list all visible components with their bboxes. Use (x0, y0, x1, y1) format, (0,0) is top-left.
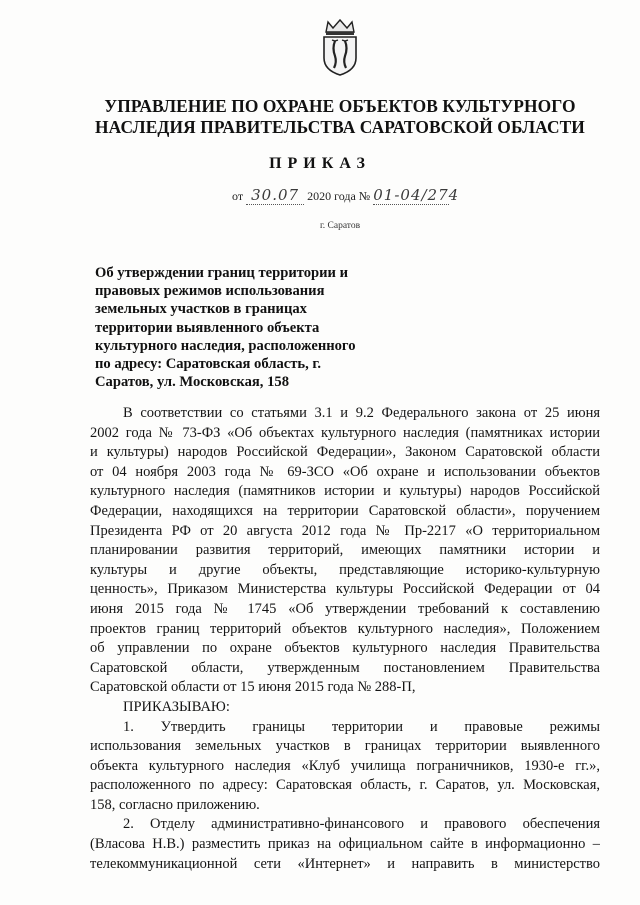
subject-line: Об утверждении границ территории и (95, 265, 349, 281)
org-line-1: УПРАВЛЕНИЕ ПО ОХРАНЕ ОБЪЕКТОВ КУЛЬТУРНОГО (104, 96, 576, 116)
item-2-line: 2. Отделу административно-финансового и правового обеспечения (123, 816, 600, 833)
subject-line: по адресу: Саратовская область, г. (95, 356, 322, 373)
date-prefix: от (232, 189, 244, 203)
body-line: ценность», Приказом Министерства культуры Российской Федерации от 04 (90, 581, 600, 598)
order-date-number-line (232, 186, 460, 205)
body-line: Федерации, находящихся на территории Саратовской области», поручением (90, 502, 600, 519)
year-text: 2020 года № (307, 189, 371, 203)
subject-line: территории выявленного объекта (95, 319, 320, 336)
organization-name (70, 96, 610, 138)
number-field (373, 186, 460, 205)
body-line: от 04 ноября 2003 года № 69-ЗСО «Об охране и использовании объектов (90, 463, 600, 480)
body-line: и культуры) народов Российской Федерации», Законом Саратовской области (90, 444, 600, 461)
city-label: г. Саратов (319, 221, 361, 231)
item-1-line: объекта культурного наследия «Клуб училища пограничников, 1930-е гг.», (90, 757, 600, 774)
org-line-2: НАСЛЕДИЯ ПРАВИТЕЛЬСТВА САРАТОВСКОЙ ОБЛАСТИ (95, 117, 585, 137)
subject-line: земельных участков в границах (95, 301, 307, 318)
handwritten-number: 01-04/274 (373, 186, 460, 204)
order-subject (95, 264, 395, 391)
body-line: Президента РФ от 20 августа 2012 года № Пр-2217 «О территориальном (90, 522, 600, 539)
item-1-line: использования земельных участков в границах территории выявленного (90, 738, 600, 755)
orders-heading: ПРИКАЗЫВАЮ: (123, 698, 230, 715)
saratov-coat-of-arms-icon (318, 18, 362, 76)
subject-line: культурного наследия, расположенного (95, 337, 356, 354)
order-body (90, 404, 600, 874)
body-line: В соответствии со статьями 3.1 и 9.2 Федерального закона от 25 июня (123, 405, 600, 421)
item-2-line: телекоммуникационной сети «Интернет» и направить в министерство (90, 855, 600, 872)
item-1-line: расположенного по адресу: Саратовская область, г. Саратов, ул. Московская, (90, 777, 600, 794)
date-field (246, 186, 304, 205)
body-line: Саратовской области от 15 июня 2015 года № 288-П, (90, 679, 416, 696)
subject-line: правовых режимов использования (95, 283, 325, 300)
body-line: об управлении по охране объектов культурного наследия Правительства (90, 640, 600, 657)
subject-line: Саратов, ул. Московская, 158 (95, 374, 289, 391)
body-line: Саратовской области, утвержденным постановлением Правительства (90, 659, 600, 676)
body-line: июня 2015 года № 1745 «Об утверждении требований к составлению (90, 600, 600, 617)
body-line: планировании развития территорий, имеющих памятники истории и (90, 542, 600, 559)
item-1-line: 158, согласно приложению. (90, 796, 260, 813)
handwritten-date: 30.07 (251, 186, 300, 204)
order-title: ПРИКАЗ (269, 155, 371, 172)
item-1-line: 1. Утвердить границы территории и правовые режимы (123, 718, 600, 735)
body-line: культурного наследия (памятников истории и культуры) народов Российской (90, 483, 600, 500)
body-line: культуры и другие объекты, представляющие историко-культурную (90, 561, 600, 578)
body-line: проектов границ территорий объектов культурного наследия», Положением (90, 620, 600, 637)
item-2-line: (Власова Н.В.) разместить приказ на официальном сайте в информационно – (90, 836, 600, 853)
body-line: 2002 года № 73-ФЗ «Об объектах культурного наследия (памятниках истории (90, 424, 600, 441)
